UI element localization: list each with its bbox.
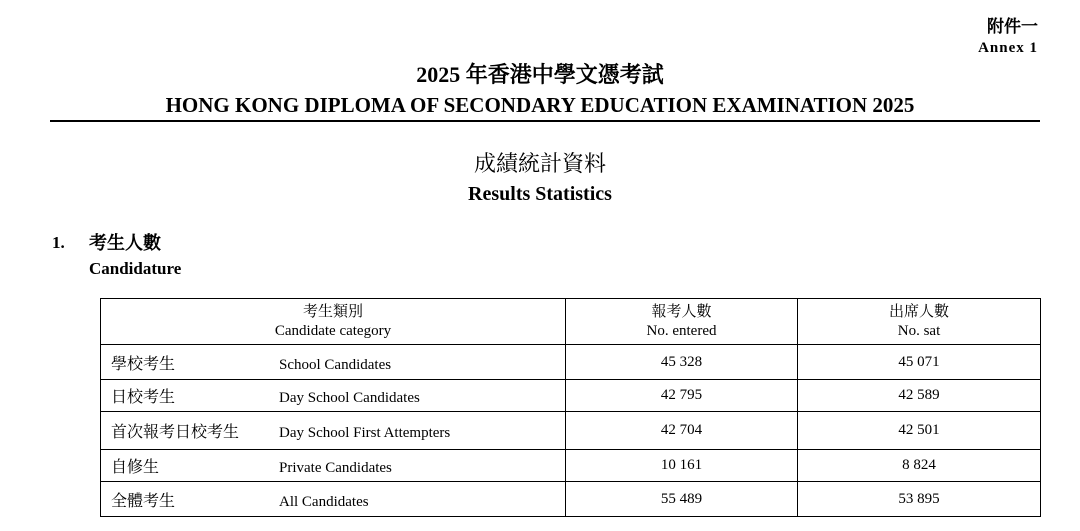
row-category [101,450,566,482]
table-row [101,450,1041,482]
row-sat: 45 071 [798,345,1041,380]
row-sat: 42 501 [798,412,1041,450]
category-en: All Candidates [279,493,369,510]
annex-en: Annex 1 [978,40,1038,56]
header-sat [798,299,1041,345]
row-category [101,482,566,517]
category-zh: 日校考生 [111,389,176,406]
row-entered: 55 489 [566,482,798,517]
table-row [101,345,1041,380]
header-entered-en: No. entered [646,322,717,339]
candidature-table [100,298,1041,517]
header-sat-en: No. sat [897,322,941,339]
table-row [101,380,1041,412]
row-entered: 42 704 [566,412,798,450]
row-sat: 42 589 [798,380,1041,412]
category-en: Private Candidates [279,460,392,476]
header-entered-zh: 報考人數 [651,303,712,320]
table-header-row [101,299,1041,345]
table-row [101,412,1041,450]
annex-zh: 附件一 [987,17,1038,36]
category-zh: 自修生 [111,459,160,476]
annex-label [978,16,1038,58]
subtitle-zh: 成績統計資料 [473,151,606,176]
category-zh: 首次報考日校考生 [111,424,240,441]
section-heading-en: Candidature [89,259,182,278]
category-zh: 學校考生 [111,355,176,373]
header-category-en: Candidate category [274,322,392,339]
row-entered: 45 328 [566,345,798,380]
category-zh: 全體考生 [111,492,176,510]
row-category [101,412,566,450]
row-category [101,345,566,380]
category-en: Day School Candidates [279,390,420,406]
subtitle-en: Results Statistics [468,183,612,205]
row-entered: 42 795 [566,380,798,412]
category-en: School Candidates [279,356,392,373]
section-heading-zh: 考生人數 [89,233,161,253]
header-entered [566,299,798,345]
row-category [101,380,566,412]
table-row [101,482,1041,517]
page-title-zh: 2025 年香港中學文憑考試 [416,62,664,87]
row-entered: 10 161 [566,450,798,482]
header-category-zh: 考生類別 [302,303,363,320]
header-category [101,299,566,345]
row-sat: 53 895 [798,482,1041,517]
header-sat-zh: 出席人數 [888,303,949,320]
row-sat: 8 824 [798,450,1041,482]
page-title-en: HONG KONG DIPLOMA OF SECONDARY EDUCATION EXAMINATION 2025 [165,93,915,117]
title-divider [50,120,1040,122]
section-number: 1. [52,233,65,252]
category-en: Day School First Attempters [279,425,451,441]
